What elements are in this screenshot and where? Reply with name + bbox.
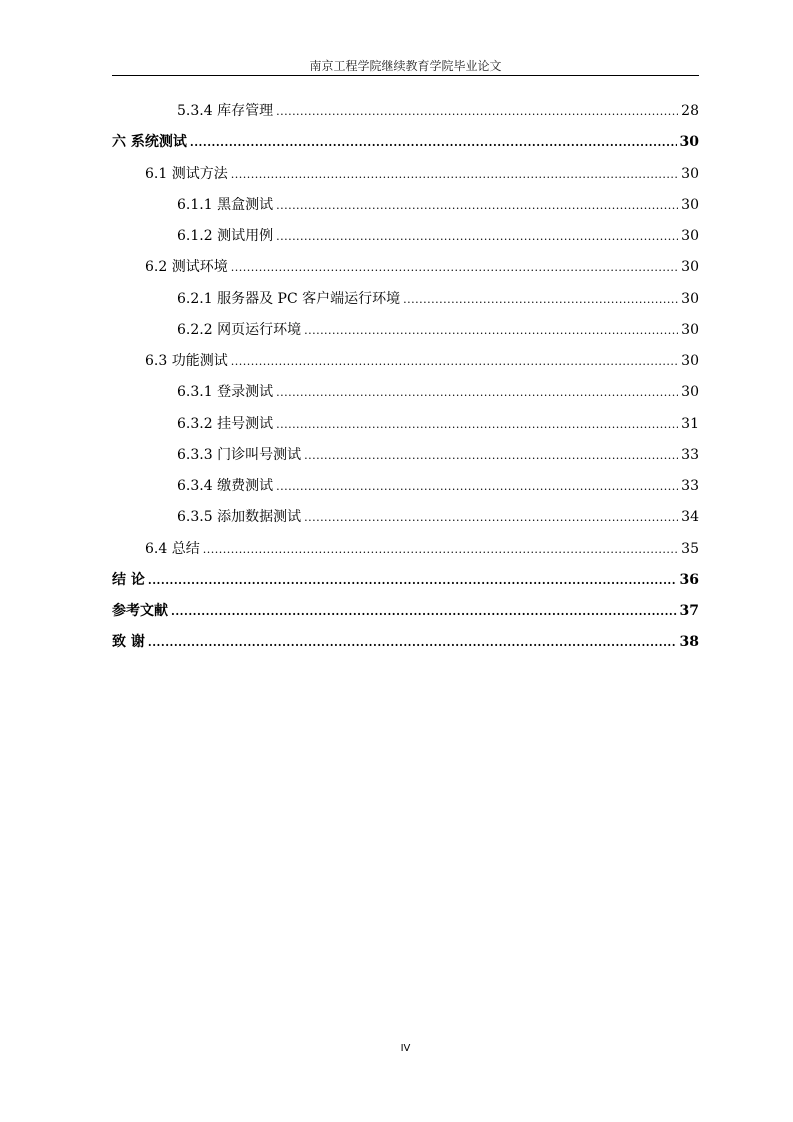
toc-entry[interactable]	[112, 190, 699, 221]
toc-entry-page: 30	[681, 353, 699, 369]
toc-entry[interactable]	[112, 502, 699, 533]
toc-dot-leader	[231, 346, 678, 377]
toc-entry-title: 参考文献	[112, 603, 168, 619]
toc-dot-leader	[276, 409, 678, 440]
toc-entry[interactable]	[112, 377, 699, 408]
toc-entry-page: 30	[681, 259, 699, 276]
toc-entry-title: 6.2 测试环境	[145, 259, 228, 276]
toc-entry-title: 6.3.5 添加数据测试	[177, 509, 302, 526]
toc-dot-leader	[304, 440, 678, 471]
toc-entry[interactable]	[112, 252, 699, 283]
toc-entry[interactable]	[112, 596, 699, 627]
toc-dot-leader	[276, 471, 678, 502]
toc-entry-page: 30	[679, 134, 699, 151]
toc-entry-page: 33	[681, 478, 699, 494]
toc-entry-page: 30	[681, 228, 699, 244]
toc-entry-page: 30	[681, 321, 699, 338]
toc-entry[interactable]	[112, 565, 699, 596]
toc-entry-title: 6.1.1 黑盒测试	[177, 196, 274, 213]
page-number: IV	[400, 1043, 411, 1054]
toc-entry[interactable]	[112, 315, 699, 346]
toc-entry-page: 30	[681, 384, 699, 401]
toc-entry-title: 六 系统测试	[112, 134, 187, 151]
toc-entry-page: 28	[681, 103, 699, 119]
toc-entry[interactable]	[112, 127, 699, 158]
toc-entry-page: 35	[681, 540, 699, 557]
toc-entry-title: 6.3.4 缴费测试	[177, 478, 274, 494]
toc-entry[interactable]	[112, 534, 699, 565]
toc-entry-title: 6.1 测试方法	[145, 165, 228, 182]
toc-entry-title: 致 谢	[112, 634, 145, 651]
toc-entry-title: 6.2.2 网页运行环境	[177, 321, 302, 338]
toc-entry[interactable]	[112, 627, 699, 658]
toc-entry-title: 6.1.2 测试用例	[177, 228, 274, 244]
toc-dot-leader	[190, 127, 677, 158]
toc-entry-page: 31	[681, 415, 699, 432]
toc-entry-title: 5.3.4 库存管理	[177, 103, 274, 119]
toc-dot-leader	[148, 627, 677, 658]
header-divider	[112, 75, 699, 76]
toc-entry[interactable]	[112, 159, 699, 190]
toc-dot-leader	[276, 190, 678, 221]
toc-entry-page: 33	[681, 446, 699, 463]
toc-dot-leader	[276, 377, 678, 408]
toc-entry-page: 37	[679, 603, 699, 619]
toc-entry-page: 30	[681, 290, 699, 307]
toc-entry[interactable]	[112, 96, 699, 127]
toc-dot-leader	[304, 502, 678, 533]
toc-entry[interactable]	[112, 409, 699, 440]
toc-entry[interactable]	[112, 440, 699, 471]
running-header: 南京工程学院继续教育学院毕业论文	[309, 59, 502, 73]
toc-entry-title: 6.2.1 服务器及 PC 客户端运行环境	[177, 290, 401, 307]
toc-dot-leader	[276, 221, 678, 252]
toc-dot-leader	[203, 534, 678, 565]
toc-entry-page: 30	[681, 196, 699, 213]
toc-entry-title: 6.3.1 登录测试	[177, 384, 274, 401]
toc-entry[interactable]	[112, 221, 699, 252]
toc-entry-page: 30	[681, 165, 699, 182]
toc-dot-leader	[276, 96, 678, 127]
toc-entry[interactable]	[112, 346, 699, 377]
toc-entry-page: 36	[679, 571, 699, 588]
toc-entry[interactable]	[112, 284, 699, 315]
toc-entry-title: 结 论	[112, 571, 145, 588]
toc-dot-leader	[171, 596, 677, 627]
toc-entry-title: 6.3 功能测试	[145, 353, 228, 369]
toc-dot-leader	[148, 565, 677, 596]
toc-dot-leader	[231, 159, 678, 190]
toc-entry-page: 34	[681, 509, 699, 526]
toc-dot-leader	[231, 252, 678, 283]
toc-entry-title: 6.3.3 门诊叫号测试	[177, 446, 302, 463]
table-of-contents	[112, 96, 699, 659]
toc-entry-page: 38	[679, 634, 699, 651]
toc-dot-leader	[403, 284, 678, 315]
toc-entry-title: 6.3.2 挂号测试	[177, 415, 274, 432]
toc-entry[interactable]	[112, 471, 699, 502]
toc-entry-title: 6.4 总结	[145, 540, 200, 557]
toc-dot-leader	[304, 315, 678, 346]
